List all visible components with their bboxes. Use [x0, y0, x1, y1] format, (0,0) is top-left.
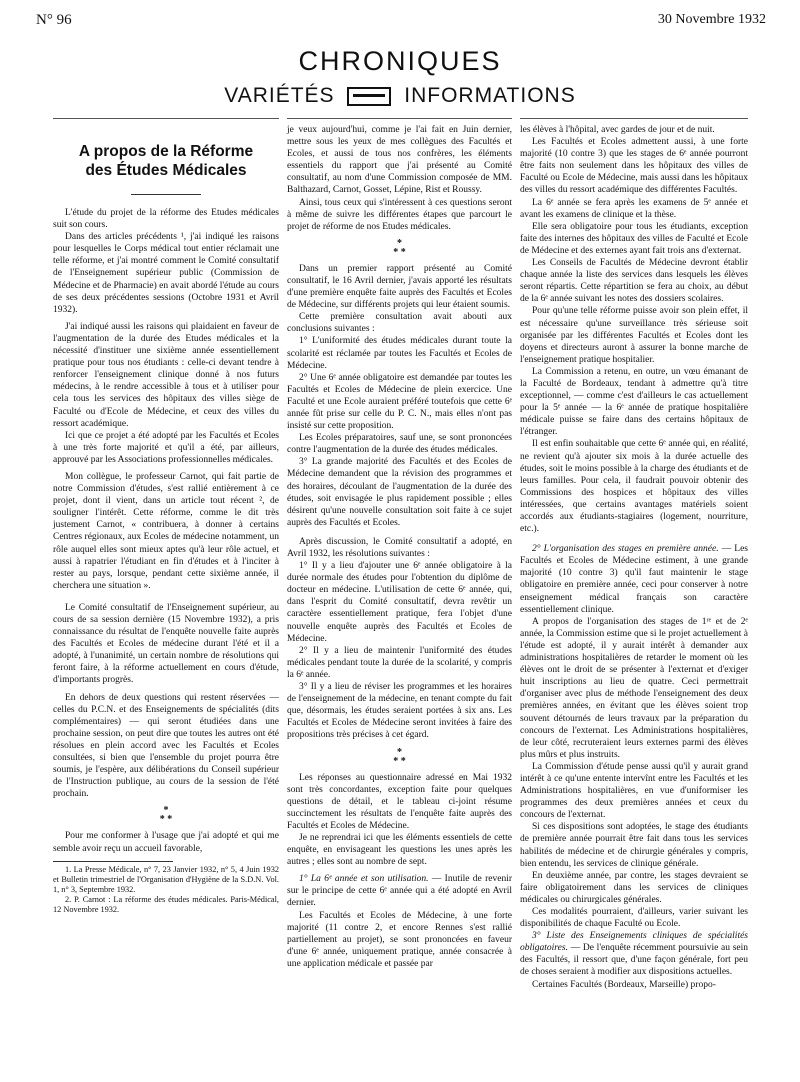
footnote-1: 1. La Presse Médicale, n° 7, 23 Janvier 1932, n° 5, 4 Juin 1932 et Bulletin trimestriel de l'Organisation d'Hygiène de la S.D.N. Vol. 1, n° 3, Septembre 1932.: [53, 864, 279, 894]
paragraph: Ainsi, tous ceux qui s'intéressent à ces questions seront à même de suivre les différentes étapes que parcourt le projet de réforme de nos Etudes médicales.: [287, 197, 512, 232]
paragraph: J'ai indiqué aussi les raisons qui plaidaient en faveur de l'augmentation de la durée des Etudes médicales et la nécessité d'instituer une sixième année essentiellement pratique pour tous nos étudiants : celle-ci devant tendre à renforcer l'enseignement clinique donné à nos futurs médecins, à le rendre accessible à tous et à utiliser pour cela tous les services des hôpitaux des villes siège de Faculté ou d'Ecole de Médecine, et ceux des villes du ressort académique.: [53, 321, 279, 429]
paragraph: Il est enfin souhaitable que cette 6ᵉ année qui, en réalité, ne revient qu'à ajouter six mois à la durée actuelle des études, soit le moins possible à la charge des étudiants et de leurs familles. Pour cela, il faudrait pouvoir obtenir des Commissions des hospices et hôpitaux des villes intéressées, que certains avantages matériels soient accordés aux étudiants-stagiaires (logement, nourriture, etc.).: [520, 439, 748, 535]
paragraph: Mon collègue, le professeur Carnot, qui fait partie de notre Commission d'études, s'est rallié entièrement à ce projet, dont il vient, dans un article tout récent ², de souligner l'intérêt. Cette réforme, comme le dit très justement Carnot, « contribuera, à donner à certains Centres régionaux, aux Ecoles de médecine notamment, un rôle auquel elles sont mieux aptes qu'à leur rôle actuel, et aussi à rapatrier l'étudiant en fin d'études et à l'inciter à rester au pays, lorsque, pendant cette sixième année, il cherchera une situation ».: [53, 471, 279, 591]
paragraph: [520, 543, 748, 616]
paragraph: [287, 873, 512, 909]
paragraph: Cette première consultation avait abouti aux conclusions suivantes :: [287, 312, 512, 335]
column-1: [53, 124, 279, 915]
column-3: [520, 124, 748, 991]
paragraph: Dans un premier rapport présenté au Comité consultatif, le 16 Avril dernier, j'avais apporté les résultats d'une première enquête faite auprès des Facultés et Ecoles de Médecine, sur différents projets qui leur étaient soumis.: [287, 263, 512, 311]
paragraph: 1° Il y a lieu d'ajouter une 6ᵉ année obligatoire à la durée normale des études pour l'obtention du diplôme de docteur en médecine. L'utilisation de cette 6ᵉ année, qui, dans l'esprit du Comité consultatif, devra revêtir un caractère essentiellement pratique, fera l'objet d'une nouvelle enquête auprès des Facultés et Ecoles de Médecine.: [287, 561, 512, 644]
paragraph: Après discussion, le Comité consultatif a adopté, en Avril 1932, les résolutions suivantes :: [287, 536, 512, 559]
paragraph: La 6ᵉ année se fera après les examens de 5ᵉ année et avant les examens de clinique et la thèse.: [520, 197, 748, 220]
paragraph: Certaines Facultés (Bordeaux, Marseille) propo-: [532, 979, 716, 990]
paragraph: En deuxième année, par contre, les stages devraient se faire obligatoirement dans les services de cliniques médicales ou chirurgicales générales.: [520, 870, 748, 905]
paragraph: 3° La grande majorité des Facultés et des Ecoles de Médecine demandent que la révision des programmes et des horaires, découlant de l'augmentation de la durée des études, soit envisagée le plus rapidement possible ; elles désirent qu'une nouvelle consultation soit faite à ce sujet auprès des Facultés et Ecoles.: [287, 457, 512, 528]
column-rule-3: [520, 118, 748, 119]
paragraph: Le Comité consultatif de l'Enseignement supérieur, au cours de sa session dernière (15 Novembre 1932), a pris connaissance du résultat de l'enquête nouvelle faite auprès des Facultés et Ecoles de médecine durant l'été et il a adopté, à l'unanimité, un certain nombre de résolutions qui feront faire, à la réforme actuellement en cours d'étude, d'importants progrès.: [53, 602, 279, 686]
masthead-varietes: VARIÉTÉS: [224, 84, 335, 107]
article-title: [53, 142, 279, 180]
section-text: — De l'enquête récemment poursuivie au sein des Facultés, il ressort que, d'une façon générale, fort peu de choses seraient à modifier aux dispositions actuelles.: [520, 943, 748, 978]
section-text: — Les Facultés et Ecoles de Médecine estiment, à une grande majorité (10 contre 3) qu'il faut maintenir le stage obligatoire en première année, ceci pour conserver à notre enseignement médical français son caractère essentiellement clinique.: [520, 544, 748, 615]
column-rule-2: [287, 118, 512, 119]
section-stars: * * *: [393, 237, 406, 258]
section-heading: 2° L'organisation des stages en première année.: [532, 544, 719, 555]
paragraph: Pour me conformer à l'usage que j'ai adopté et qui me semble avoir reçu un accueil favorable,: [53, 831, 279, 854]
issue-date: 30 Novembre 1932: [657, 12, 766, 27]
paragraph: Les Conseils de Facultés de Médecine devront établir chaque année la liste des services dans lesquels les élèves seront répartis. Cette répartition se fera au choix, au début de la 6ᵉ année suivant les notes des dossiers scolaires.: [520, 258, 748, 305]
column-rule-1: [53, 118, 279, 119]
column-2: [287, 124, 512, 970]
masthead-informations: INFORMATIONS: [404, 84, 576, 107]
footnote-2: 2. P. Carnot : La réforme des études médicales. Paris-Médical, 12 Novembre 1932.: [53, 894, 279, 914]
paragraph: A propos de l'organisation des stages de 1ʳᵉ et de 2ᵉ année, la Commission estime que si le projet actuellement à l'étude est adopté, il y aurait intérêt à demander aux administrations hospitalières de retarder le moment où les élèves ont le droit de se présenter à l'externat et d'exiger huit inscriptions au lieu de quatre. Ceci permettrait d'organiser avec plus de méthode l'enseignement des deux premières années, en évitant que les élèves soient trop souvent détournés de leurs travaux par la préparation du concours de l'externat. Les Administrations hospitalières, de leur côté, recruteraient leurs externes parmi des élèves plus mûrs et plus instruits.: [520, 616, 748, 760]
paragraph: Les Facultés et Ecoles de Médecine, à une forte majorité (11 contre 2, et encore Rennes s'est rallié partiellement au projet), se sont prononcées en faveur d'une 6ᵉ année, uniquement pratique, année consacrée à une application médicale et passée par: [287, 910, 512, 969]
section-stars: * * *: [159, 805, 173, 826]
paragraph: Les Ecoles préparatoires, sauf une, se sont prononcées contre l'augmentation de la durée des études médicales.: [287, 433, 512, 456]
paragraph: Elle sera obligatoire pour tous les étudiants, exception faite des internes des hôpitaux des villes de Faculté et Ecole de Médecine et des externes ayant fait trois ans d'externat.: [520, 221, 748, 256]
paragraph: 2° Une 6ᵉ année obligatoire est demandée par toutes les Facultés et Ecoles de Médecine de plein exercice. Une Faculté et une Ecole auraient préféré toutefois que cette 6ᵉ année fût prise sur celle du P. C. N., mais elles n'ont pas insisté sur cette proposition.: [287, 372, 512, 432]
paragraph: 3° Il y a lieu de réviser les programmes et les horaires de l'enseignement de la médecine, en tenant compte du fait que, désormais, les études seraient portées à six ans. Les Facultés et Ecoles de Médecine seront invitées à faire des propositions très précises à cet égard.: [287, 682, 512, 741]
masthead-subtitle: [0, 84, 800, 108]
issue-number: N° 96: [36, 12, 72, 28]
title-divider: [131, 194, 201, 195]
paragraph: La Commission d'étude pense aussi qu'il y aurait grand intérêt à ce qu'une entente intervînt entre les Facultés et les Administrations hospitalières, en vue d'uniformiser les programmes des deux premières années et ceux du concours de l'externat.: [520, 761, 748, 821]
footnote-divider: [53, 861, 173, 862]
paragraph: [520, 930, 748, 978]
section-stars: * * *: [393, 746, 406, 767]
paragraph: Ces modalités pourraient, d'ailleurs, varier suivant les disponibilités de chaque Faculté ou Ecole.: [520, 907, 748, 930]
article-title-line2: des Études Médicales: [85, 162, 247, 179]
section-text: — Inutile de revenir sur le principe de cette 6ᵉ année qui a été adopté en Avril dernier.: [287, 874, 512, 909]
paragraph: La Commission a retenu, en outre, un vœu émanant de la Faculté de Bordeaux, tendant à admettre qu'à titre exceptionnel, — comme c'est d'ailleurs le cas actuellement pour la 5ᵉ année — la 6ᵉ année de pratique hospitalière médicale puisse se faire dans des certains hôpitaux de l'étranger.: [520, 366, 748, 438]
paragraph: Les réponses au questionnaire adressé en Mai 1932 sont très concordantes, exception faite pour quelques questions de détail, et le tableau ci-joint résume succinctement les résultats de l'enquête faite auprès des Facultés et Ecoles de Médecine.: [287, 772, 512, 831]
paragraph: L'étude du projet de la réforme des Etudes médicales suit son cours.: [53, 208, 279, 231]
paragraph: Si ces dispositions sont adoptées, le stage des étudiants de première année pourrait être fait dans tous les services habilités de médecine et de chirurgie générales y compris, bien entendu, les services de clinique générale.: [520, 822, 748, 869]
article-title-line1: A propos de la Réforme: [78, 143, 254, 160]
paragraph: Ici que ce projet a été adopté par les Facultés et Ecoles à une très forte majorité et qu'il a été, par ailleurs, approuvé par les Associations professionnelles médicales.: [53, 430, 279, 465]
paragraph: 1° L'uniformité des études médicales durant toute la scolarité est réclamée par toutes les Facultés et Ecoles de Médecine.: [287, 336, 512, 371]
ornament-icon: [347, 87, 391, 106]
paragraph: Pour qu'une telle réforme puisse avoir son plein effet, il est nécessaire qu'une surveillance très sérieuse soit organisée par les différentes Facultés et Ecoles dont les doyens et directeurs auront à assurer la bonne marche de l'enseignement pratique hospitalier.: [520, 306, 748, 365]
paragraph: je veux aujourd'hui, comme je l'ai fait en Juin dernier, mettre sous les yeux de mes collègues des Facultés et Ecoles, et aussi de tous nos confrères, les éléments essentiels du rapport que j'ai présenté au Comité consultatif, au nom d'une Commission composée de MM. Balthazard, Carnot, Gosset, Lépine, Rist et Roussy.: [287, 125, 512, 196]
paragraph: Les Facultés et Ecoles admettent aussi, à une forte majorité (10 contre 3) que les stages de 6ᵉ année pourront être faits non seulement dans les hôpitaux des villes de Faculté ou Ecole de Médecine, mais aussi dans les hôpitaux des villes du ressort académique des différentes Facultés.: [520, 137, 748, 196]
masthead-title: CHRONIQUES: [298, 46, 502, 76]
paragraph: 2° Il y a lieu de maintenir l'uniformité des études médicales pendant toute la durée de la scolarité, y compris la 6ᵉ année.: [287, 645, 512, 680]
paragraph: les élèves à l'hôpital, avec gardes de jour et de nuit.: [520, 125, 715, 135]
section-heading: 1° La 6ᵉ année et son utilisation.: [299, 874, 429, 885]
section-heading: 3° Liste des Enseignements cliniques de spécialités obligatoires.: [520, 931, 748, 954]
paragraph: Dans des articles précédents ¹, j'ai indiqué les raisons pour lesquelles le Corps médical tout entier réclamait une telle réforme, et j'ai montré comment le Comité consultatif de l'Enseignement supérieur public (Commission de Médecine et de Pharmacie) en avait abordé l'étude au cours de ses deux précédentes sessions (Octobre 1931 et Avril 1932).: [53, 232, 279, 315]
paragraph: En dehors de deux questions qui restent réservées — celles du P.C.N. et des Enseignements de spécialités (dits complémentaires) — qui seront étudiées dans une prochaine session, on peut dire que toutes les autres ont été résolues en plein accord avec les Facultés et Ecoles consultées, si bien que l'ensemble du projet pourra être soumis, je l'espère, aux délibérations du Conseil supérieur de l'Instruction publique, au cours de la session de l'été prochain.: [53, 692, 279, 800]
paragraph: Je ne reprendrai ici que les éléments essentiels de cette enquête, en envisageant les questions les unes après les autres ; elles sont au nombre de sept.: [287, 832, 512, 868]
